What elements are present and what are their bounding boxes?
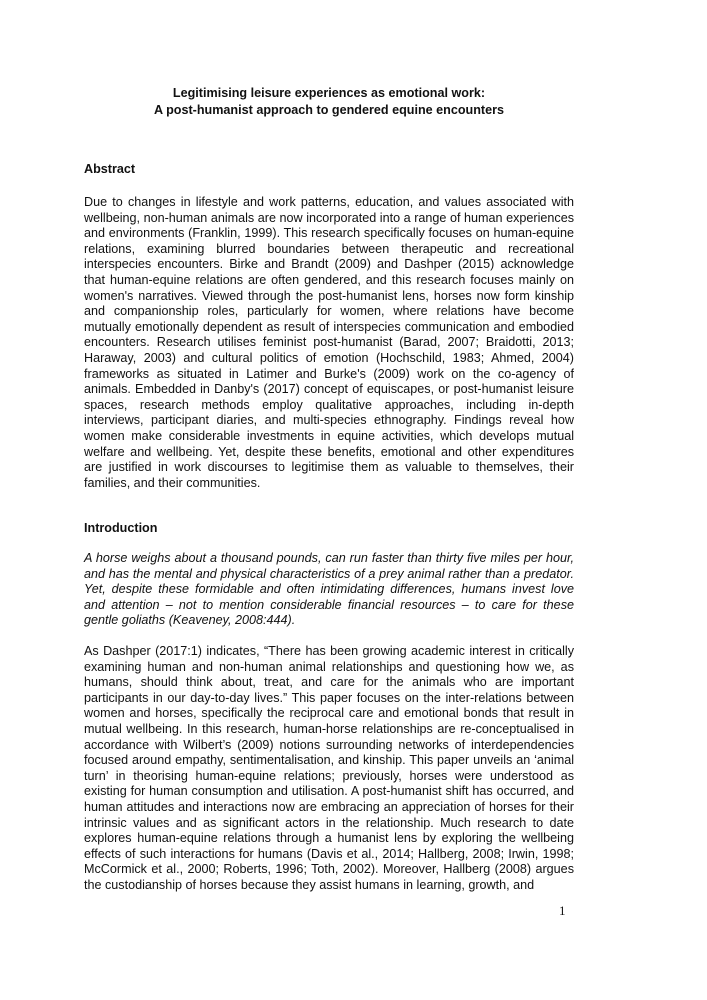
paper-title [84,85,574,118]
intro-paragraph: As Dashper (2017:1) indicates, “There has been growing academic interest in critically examining human and non-human animal relationships and questioning how we, as humans, should think about, treat, and care for the animals who are important participants in our day-to-day lives.” This paper focuses on the inter-relations between women and horses, specifically the reciprocal care and emotional bonds that result in mutual wellbeing. In this research, human-horse relationships are re-conceptualised in accordance with Wilbert’s (2009) notions surrounding networks of interdependencies focused around empathy, sentimentalisation, and kinship. This paper unveils an ‘animal turn’ in theorising human-equine relations; previously, horses were understood as existing for human consumption and utilisation. A post-humanist shift has occurred, and human attitudes and interactions now are embracing an appreciation of horses for their intrinsic values and as significant actors in the relationship. Much research to date explores human-equine relations through a humanist lens by exploring the wellbeing effects of such interactions for humans (Davis et al., 2014; Hallberg, 2008; Irwin, 1998; McCormick et al., 2000; Roberts, 1996; Toth, 2002). Moreover, Hallberg (2008) argues the custodianship of horses because they assist humans in learning, growth, and [84,644,574,892]
title-line-2: A post-humanist approach to gendered equine encounters [153,102,505,117]
page-number: 1 [559,903,566,918]
introduction-heading: Introduction [84,521,158,535]
title-line-1: Legitimising leisure experiences as emotional work: [172,86,486,100]
intro-epigraph-quote: A horse weighs about a thousand pounds, can run faster than thirty five miles per hour, and has the mental and physical characteristics of a prey animal rather than a predator. Yet, despite these formidable and often intimidating differences, humans invest love and attention – not to mention considerable financial resources – to care for these gentle goliaths (Keaveney, 2008:444). [84,551,574,628]
abstract-heading: Abstract [84,162,136,176]
abstract-paragraph: Due to changes in lifestyle and work patterns, education, and values associated with wellbeing, non-human animals are now incorporated into a range of human experiences and environments (Franklin, 1999). This research specifically focuses on human-equine relations, examining blurred boundaries between therapeutic and recreational interspecies encounters. Birke and Brandt (2009) and Dashper (2015) acknowledge that human-equine relations are often gendered, and this research focuses mainly on women's narratives. Viewed through the post-humanist lens, horses now form kinship and companionship roles, particularly for women, where relations have become mutually emotionally dependent as result of interspecies communication and embodied encounters. Research utilises feminist post-humanist (Barad, 2007; Braidotti, 2013; Haraway, 2003) and cultural politics of emotion (Hochschild, 1983; Ahmed, 2004) frameworks as situated in Latimer and Burke's (2009) work on the co-agency of animals. Embedded in Danby's (2017) concept of equiscapes, or post-humanist leisure spaces, research methods employ qualitative approaches, including in-depth interviews, participant diaries, and multi-species ethnography. Findings reveal how women make considerable investments in equine activities, which develops mutual welfare and wellbeing. Yet, despite these benefits, emotional and other expenditures are justified in work discourses to legitimise them as valuable to themselves, their families, and their communities. [84,195,574,490]
